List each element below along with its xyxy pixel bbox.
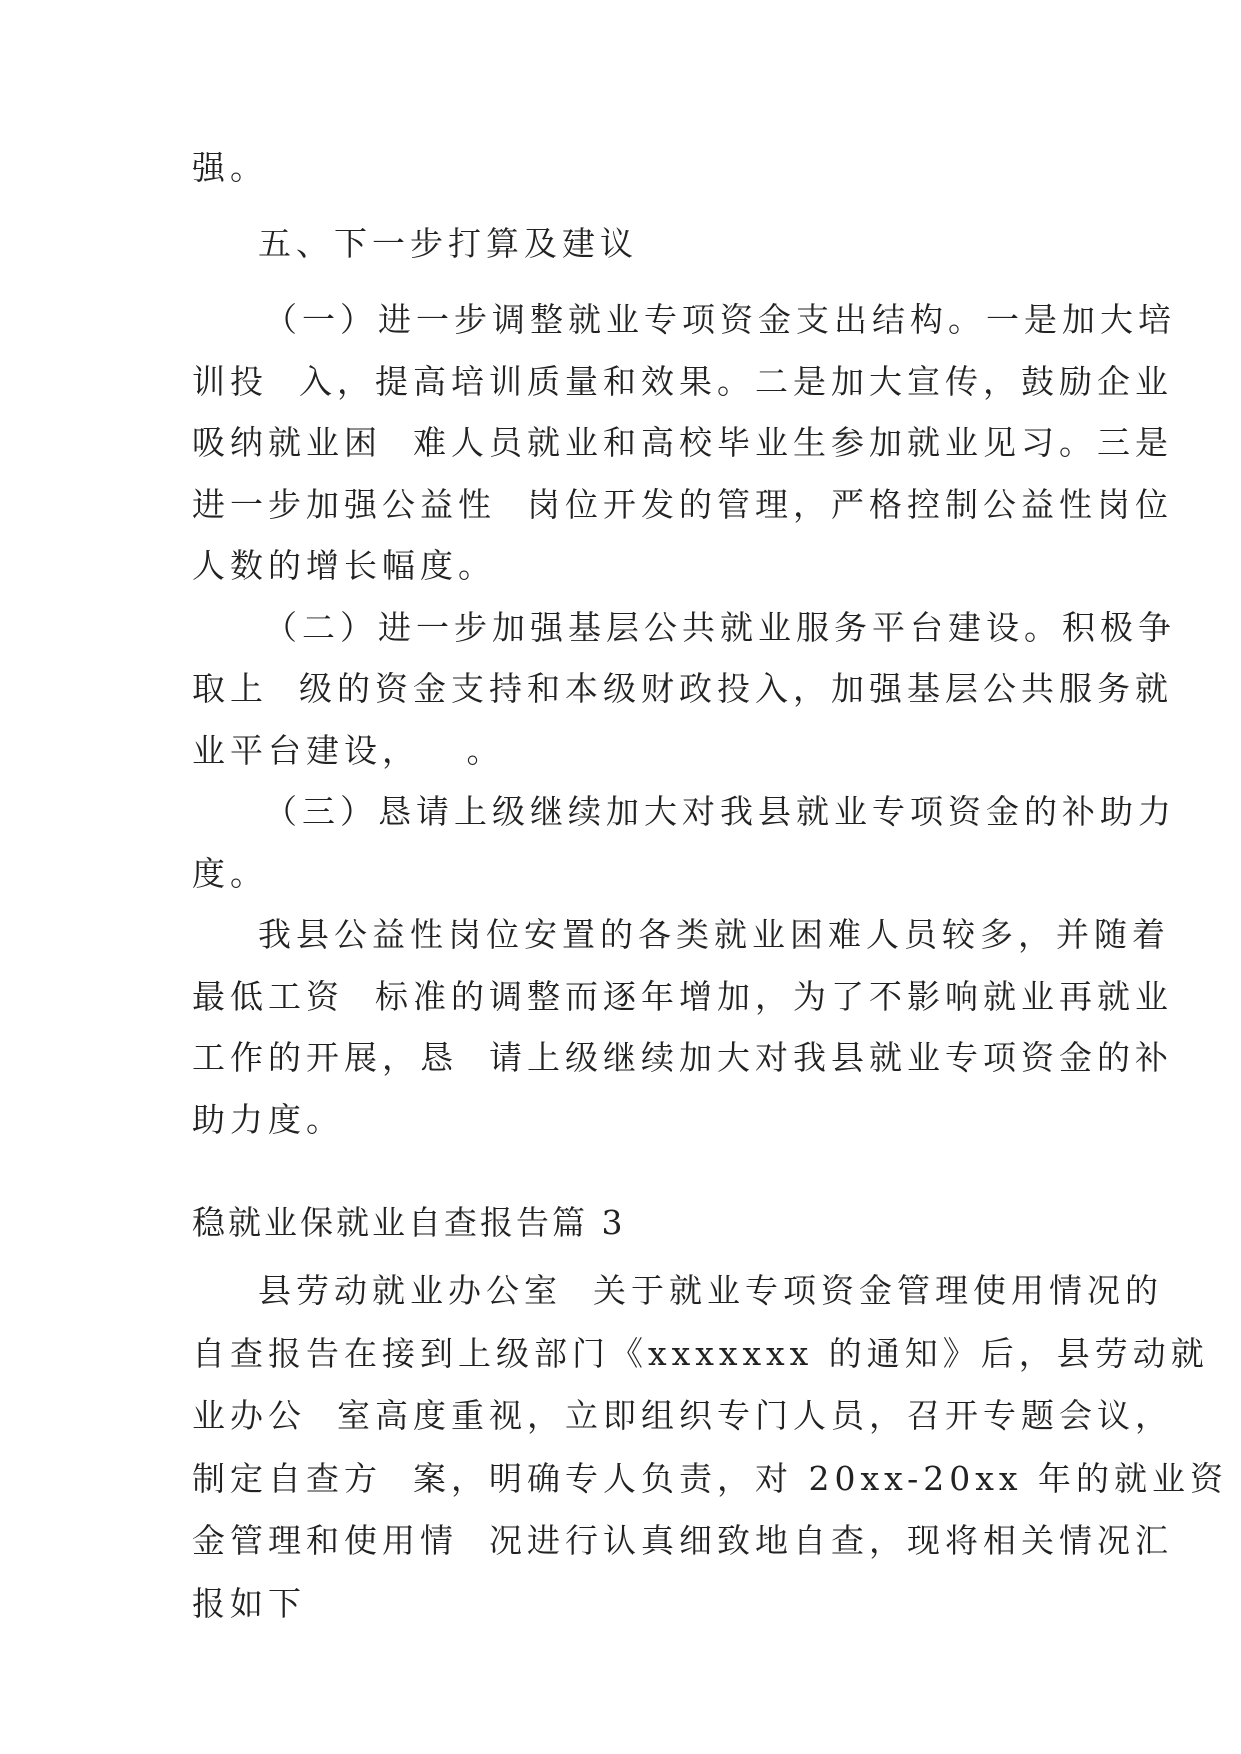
text-line: 报如下 bbox=[192, 1584, 306, 1623]
text-line: 制定自查方 案，明确专人负责，对 20xx-20xx 年的就业资 bbox=[192, 1459, 1228, 1498]
text-line: 强。 bbox=[192, 148, 268, 187]
text-line: 县劳动就业办公室 关于就业专项资金管理使用情况的 bbox=[258, 1271, 1163, 1310]
text-line: 金管理和使用情 况进行认真细致地自查，现将相关情况汇 bbox=[192, 1521, 1173, 1560]
text-line: 助力度。 bbox=[192, 1100, 344, 1139]
article-title: 稳就业保就业自查报告篇 3 bbox=[192, 1203, 626, 1242]
text-line: 我县公益性岗位安置的各类就业困难人员较多，并随着 bbox=[258, 915, 1170, 954]
text-line: 业办公 室高度重视，立即组织专门人员，召开专题会议， bbox=[192, 1396, 1173, 1435]
text-line: （三）恳请上级继续加大对我县就业专项资金的补助力 bbox=[264, 792, 1176, 831]
section-heading: 五、下一步打算及建议 bbox=[258, 224, 638, 263]
text-line: 最低工资 标准的调整而逐年增加，为了不影响就业再就业 bbox=[192, 977, 1173, 1016]
text-line: 度。 bbox=[192, 854, 268, 893]
text-line: 取上 级的资金支持和本级财政投入，加强基层公共服务就 bbox=[192, 669, 1173, 708]
text-line: 自查报告在接到上级部门《xxxxxxx 的通知》后，县劳动就 bbox=[192, 1334, 1209, 1373]
text-line: 人数的增长幅度。 bbox=[192, 546, 496, 585]
text-line: （一）进一步调整就业专项资金支出结构。一是加大培 bbox=[264, 300, 1176, 339]
text-line: 训投 入，提高培训质量和效果。二是加大宣传，鼓励企业 bbox=[192, 362, 1173, 401]
text-line: 吸纳就业困 难人员就业和高校毕业生参加就业见习。三是 bbox=[192, 423, 1173, 462]
text-line: 业平台建设， 。 bbox=[192, 731, 505, 770]
text-line: （二）进一步加强基层公共就业服务平台建设。积极争 bbox=[264, 608, 1176, 647]
text-line: 工作的开展，恳 请上级继续加大对我县就业专项资金的补 bbox=[192, 1038, 1173, 1077]
text-line: 进一步加强公益性 岗位开发的管理，严格控制公益性岗位 bbox=[192, 485, 1173, 524]
